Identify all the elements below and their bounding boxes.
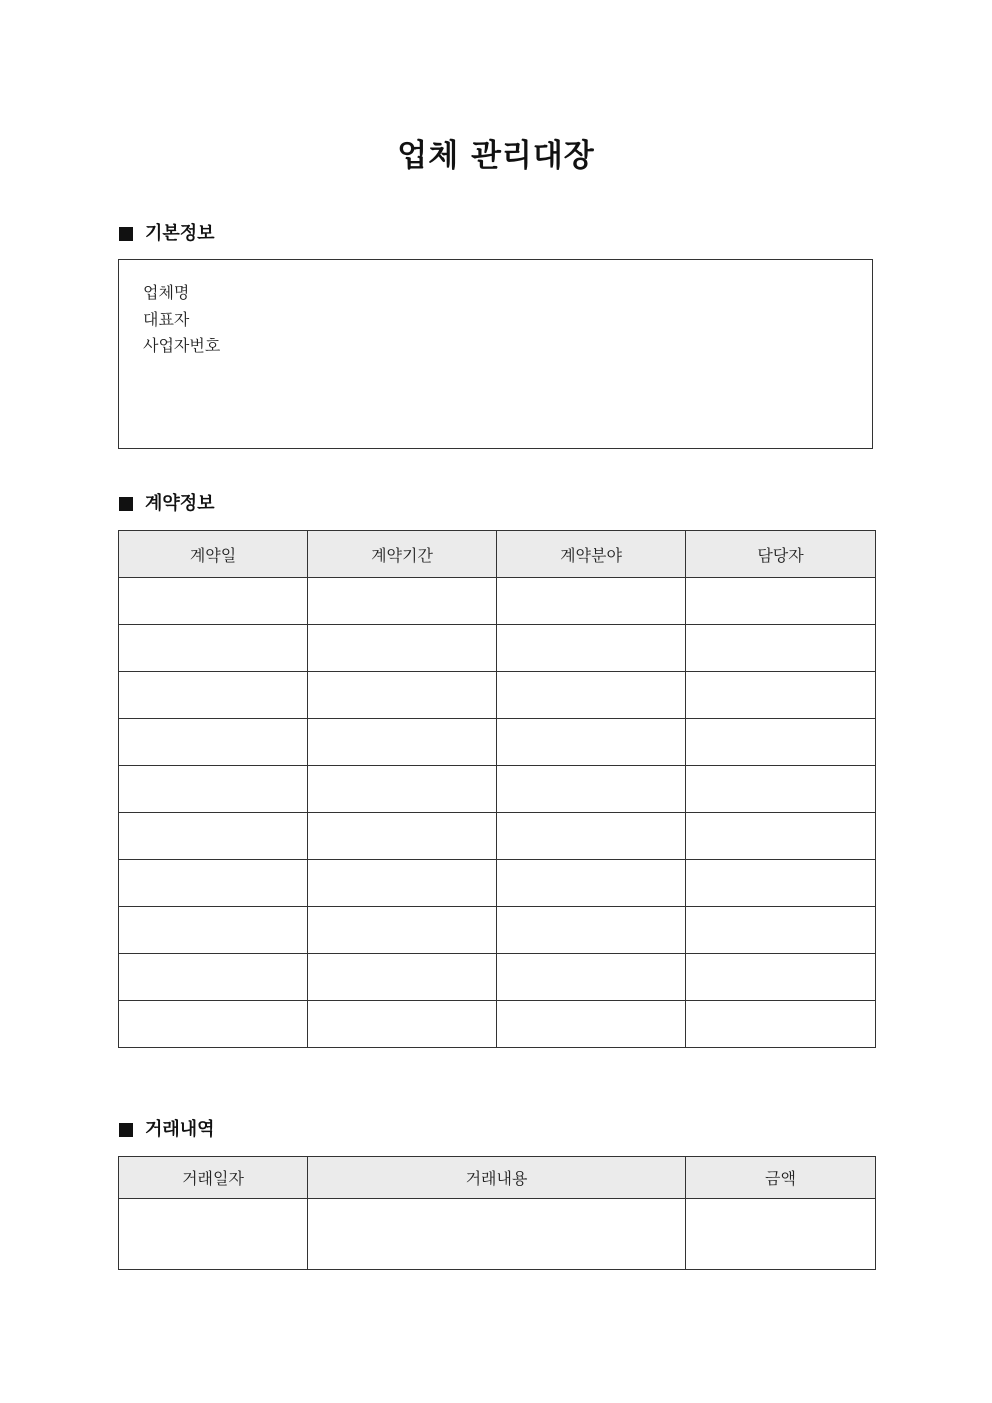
square-bullet-icon [119,227,133,241]
table-cell[interactable] [119,907,308,954]
basic-info-heading [119,222,215,246]
table-cell[interactable] [497,625,686,672]
table-cell[interactable] [308,578,497,625]
table-cell[interactable] [497,1001,686,1048]
table-cell[interactable] [686,625,876,672]
square-bullet-icon [119,1123,133,1137]
contract-table [118,530,876,1048]
contract-table-row [119,672,876,719]
page-title: 업체 관리대장 [397,138,595,174]
table-cell[interactable] [119,719,308,766]
column-header-contract-period: 계약기간 [308,531,497,578]
contract-table-row [119,954,876,1001]
column-header-trade-date: 거래일자 [119,1157,308,1199]
square-bullet-icon [119,497,133,511]
contract-info-heading [119,492,215,516]
column-header-manager: 담당자 [686,531,876,578]
transactions-heading [119,1118,215,1142]
contract-table-row [119,1001,876,1048]
column-header-trade-details: 거래내용 [308,1157,686,1199]
table-header-row [119,1157,876,1199]
contract-table-row [119,719,876,766]
column-header-contract-date: 계약일 [119,531,308,578]
table-cell[interactable] [686,1199,876,1270]
contract-table-row [119,766,876,813]
contract-table-row [119,813,876,860]
table-cell[interactable] [119,625,308,672]
table-cell[interactable] [497,578,686,625]
table-cell[interactable] [308,719,497,766]
table-cell[interactable] [119,1199,308,1270]
table-cell[interactable] [119,813,308,860]
representative-label: 대표자 [143,309,190,329]
table-cell[interactable] [686,578,876,625]
table-cell[interactable] [308,813,497,860]
contract-table-row [119,578,876,625]
contract-table-row [119,907,876,954]
table-cell[interactable] [308,625,497,672]
table-cell[interactable] [308,954,497,1001]
table-cell[interactable] [119,860,308,907]
table-cell[interactable] [119,766,308,813]
transactions-table [118,1156,876,1270]
contract-info-heading-label: 계약정보 [145,493,215,514]
table-header-row [119,531,876,578]
table-cell[interactable] [308,1199,686,1270]
company-name-label: 업체명 [143,283,190,302]
table-cell[interactable] [308,766,497,813]
basic-info-box [118,259,873,449]
table-cell[interactable] [497,954,686,1001]
table-cell[interactable] [119,1001,308,1048]
table-cell[interactable] [497,813,686,860]
table-cell[interactable] [686,672,876,719]
table-cell[interactable] [308,672,497,719]
table-cell[interactable] [686,766,876,813]
table-cell[interactable] [686,719,876,766]
transactions-table-row [119,1199,876,1270]
contract-table-row [119,625,876,672]
table-cell[interactable] [308,1001,497,1048]
table-cell[interactable] [686,954,876,1001]
table-cell[interactable] [686,813,876,860]
column-header-contract-field: 계약분야 [497,531,686,578]
table-cell[interactable] [119,578,308,625]
table-cell[interactable] [497,860,686,907]
table-cell[interactable] [497,907,686,954]
table-cell[interactable] [686,1001,876,1048]
contract-table-body [119,578,876,1048]
table-cell[interactable] [497,719,686,766]
table-cell[interactable] [119,954,308,1001]
basic-info-heading-label: 기본정보 [145,223,215,244]
table-cell[interactable] [497,766,686,813]
table-cell[interactable] [686,860,876,907]
table-cell[interactable] [308,860,497,907]
table-cell[interactable] [308,907,497,954]
column-header-amount: 금액 [686,1157,876,1199]
table-cell[interactable] [119,672,308,719]
table-cell[interactable] [497,672,686,719]
transactions-heading-label: 거래내역 [145,1119,215,1140]
contract-table-row [119,860,876,907]
table-cell[interactable] [686,907,876,954]
transactions-table-body [119,1199,876,1270]
business-number-label: 사업자번호 [143,336,221,355]
